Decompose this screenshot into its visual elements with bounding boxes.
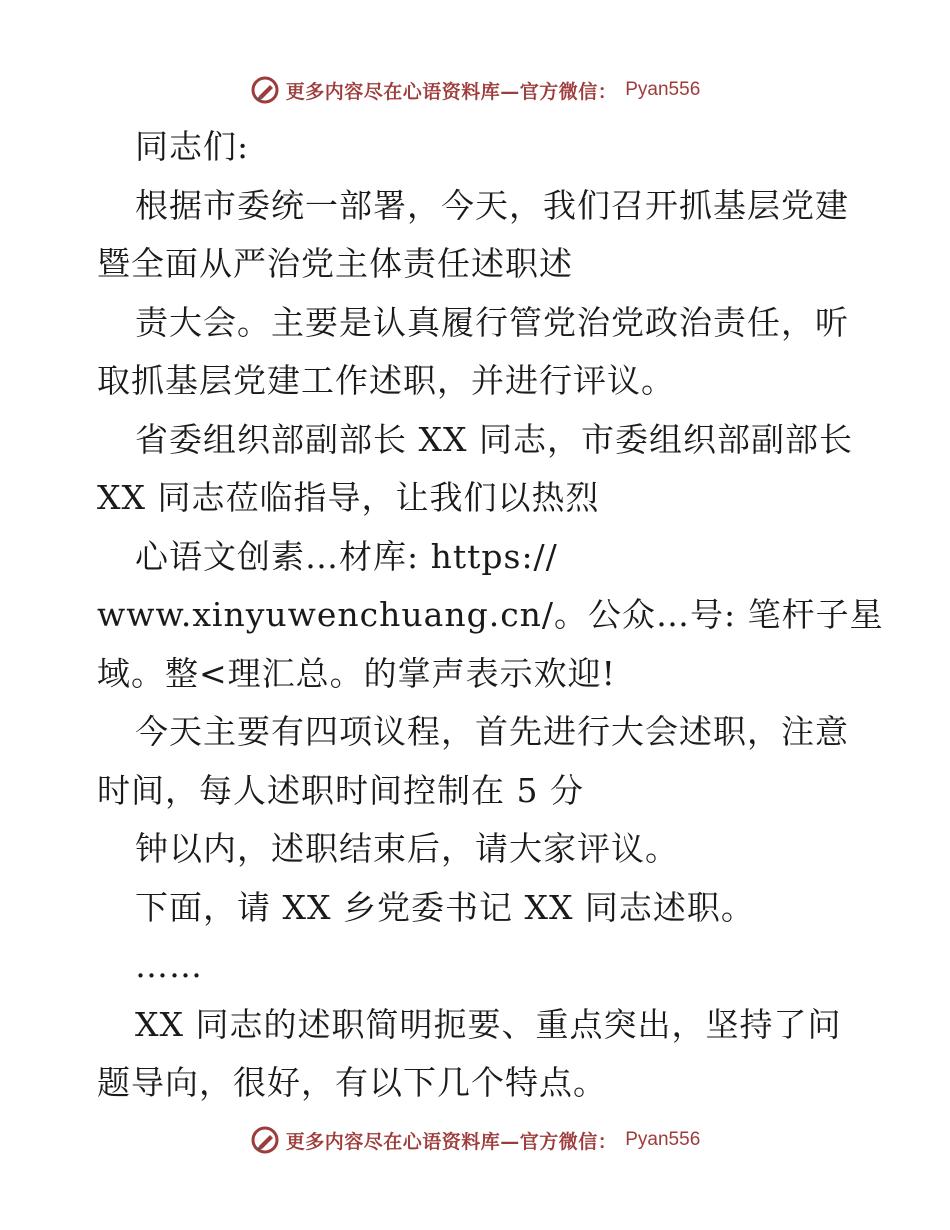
header-banner-text: 更多内容尽在心语资料库—官方微信：	[285, 80, 618, 103]
document-line: 下面，请 XX 乡党委书记 XX 同志述职。	[135, 887, 755, 927]
document-line: 同志们:	[135, 127, 250, 166]
pen-logo-icon	[250, 1125, 280, 1155]
header-banner-handle: Pyan556	[625, 79, 701, 100]
document-line: 域。整<理汇总。的掌声表示欢迎!	[97, 653, 616, 693]
document-line: 今天主要有四项议程，首先进行大会述职，注意	[135, 712, 849, 751]
document-line: XX 同志的述职简明扼要、重点突出，坚持了问	[135, 1004, 842, 1044]
document-line: 暨全面从严治党主体责任述职述	[97, 244, 573, 283]
document-line: 心语文创素…材库: https://	[135, 536, 558, 576]
header-banner-content	[250, 75, 701, 105]
document-line: ……	[135, 946, 203, 985]
footer-banner-handle: Pyan556	[625, 1129, 701, 1150]
pen-logo-icon	[250, 75, 280, 105]
footer-banner-text: 更多内容尽在心语资料库—官方微信：	[285, 1130, 618, 1153]
document-line: 责大会。主要是认真履行管党治党政治责任，听	[135, 302, 849, 342]
document-line: 根据市委统一部署，今天，我们召开抓基层党建	[135, 185, 849, 225]
document-line: 省委组织部副部长 XX 同志，市委组织部副部长	[135, 419, 853, 459]
document-line: 题导向，很好，有以下几个特点。	[97, 1063, 607, 1102]
header-watermark-banner	[0, 70, 950, 110]
footer-watermark-banner	[0, 1120, 950, 1160]
footer-banner-content	[250, 1125, 701, 1155]
document-line: www.xinyuwenchuang.cn/。公众…号: 笔杆子星	[97, 595, 884, 634]
document-line: 钟以内，述职结束后，请大家评议。	[135, 829, 679, 868]
document-line: 时间，每人述职时间控制在 5 分	[97, 770, 584, 810]
document-body	[97, 118, 884, 1113]
document-line: XX 同志莅临指导，让我们以热烈	[97, 478, 600, 517]
document-line: 取抓基层党建工作述职，并进行评议。	[97, 361, 675, 400]
